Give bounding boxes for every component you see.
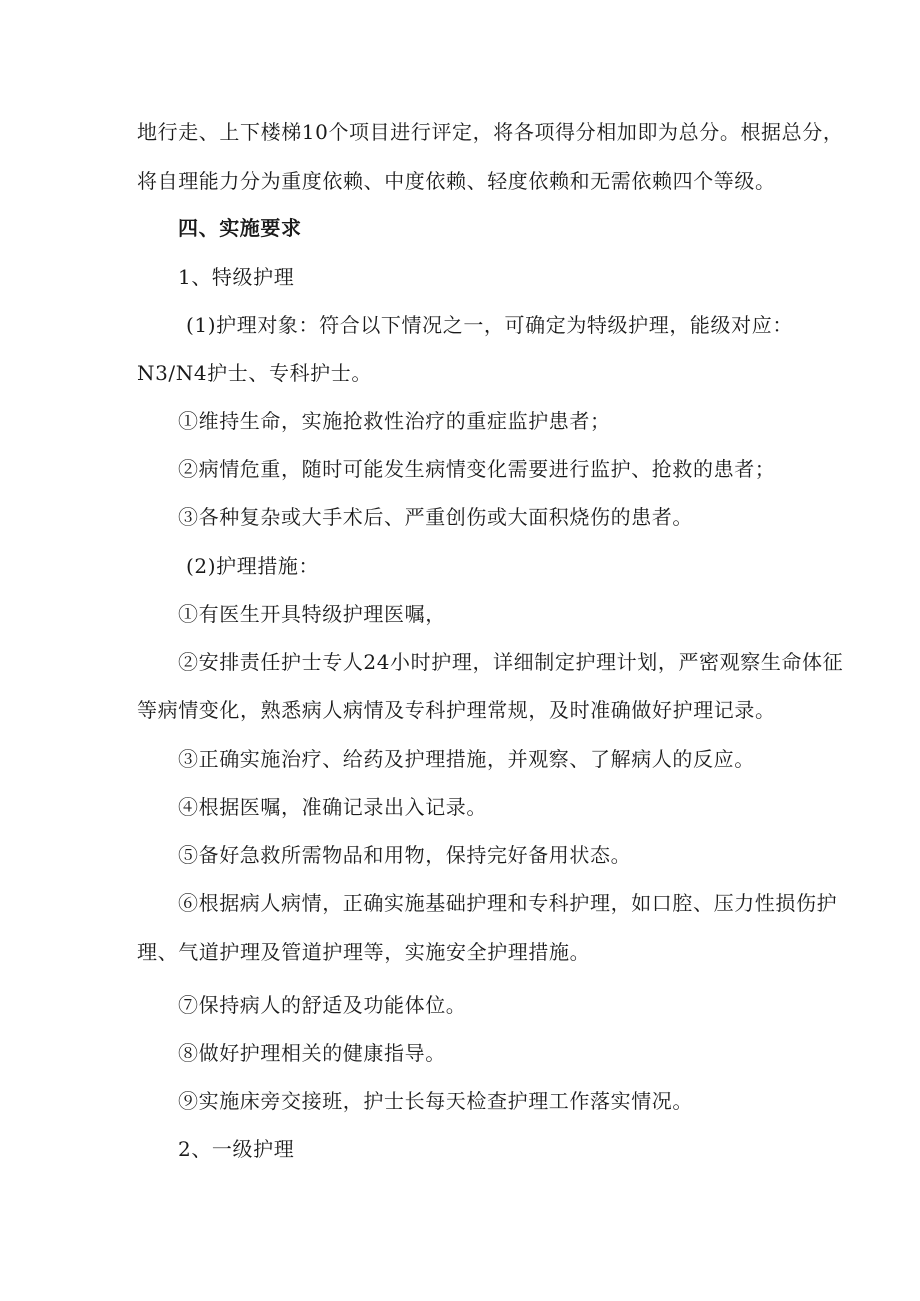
list-item: ⑥根据病人病情，正确实施基础护理和专科护理，如口腔、压力性损伤护 [178,891,838,915]
list-item: ⑦保持病人的舒适及功能体位。 [178,993,467,1017]
paragraph-line: (1)护理对象：符合以下情况之一，可确定为特级护理，能级对应： [186,313,793,337]
list-item: ⑤备好急救所需物品和用物，保持完好备用状态。 [178,843,632,867]
list-item: ③各种复杂或大手术后、严重创伤或大面积烧伤的患者。 [178,505,693,529]
list-item: ①有医生开具特级护理医嘱， [178,602,446,626]
paragraph-line: N3/N4护士、专科护士。 [137,361,372,385]
list-item: ②安排责任护士专人24小时护理，详细制定护理计划，严密观察生命体征 [178,650,844,674]
list-item: ④根据医嘱，准确记录出入记录。 [178,795,487,819]
list-item: ③正确实施治疗、给药及护理措施，并观察、了解病人的反应。 [178,747,755,771]
section-heading: 四、实施要求 [178,216,302,240]
paragraph-line: 将自理能力分为重度依赖、中度依赖、轻度依赖和无需依赖四个等级。 [137,169,776,193]
paragraph-line: 等病情变化，熟悉病人病情及专科护理常规，及时准确做好护理记录。 [137,698,776,722]
list-item: ⑧做好护理相关的健康指导。 [178,1041,446,1065]
list-item: ①维持生命，实施抢救性治疗的重症监护患者； [178,409,611,433]
list-item: ⑨实施床旁交接班，护士长每天检查护理工作落实情况。 [178,1089,693,1113]
paragraph-line: 理、气道护理及管道护理等，实施安全护理措施。 [137,940,591,964]
list-item: ②病情危重，随时可能发生病情变化需要进行监护、抢救的患者； [178,457,776,481]
subsection-heading: 2、一级护理 [178,1137,295,1161]
subsection-heading: 1、特级护理 [178,265,295,289]
paragraph-line: (2)护理措施： [186,554,320,578]
paragraph-line: 地行走、上下楼梯10个项目进行评定，将各项得分相加即为总分。根据总分， [137,120,844,144]
